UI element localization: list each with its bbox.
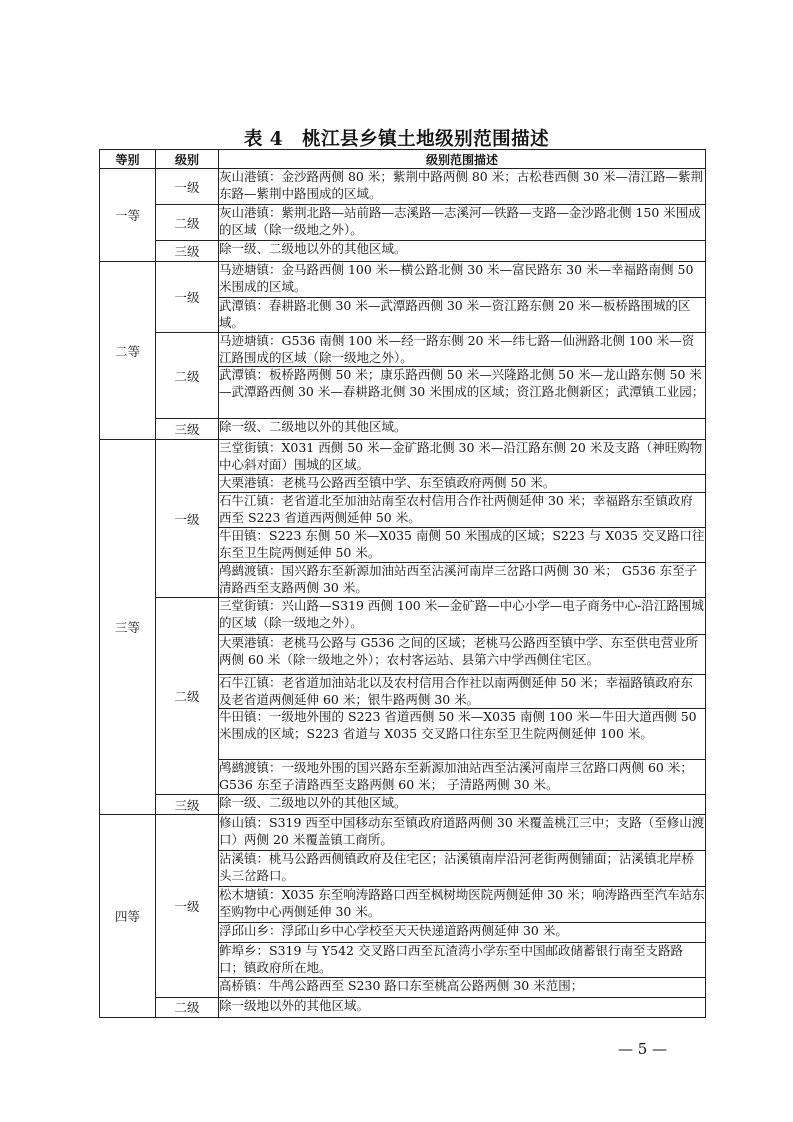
desc-cell: 修山镇：S319 西至中国移动东至镇政府道路两侧 30 米覆盖桃江三中；支路（至修山渡口）两侧 20 米覆盖镇工商所。 [219,815,706,851]
grade-cell: 二等 [100,262,156,440]
table-row [100,795,706,815]
desc-cell: 鸬鹚渡镇：国兴路东至新源加油站西至沾溪河南岸三岔路口两侧 30 米； G536 东至子清路西至支路两侧 30 米。 [219,563,706,598]
grade-cell: 三等 [100,440,156,815]
table-row [100,815,706,851]
grade-cell: 四等 [100,815,156,1017]
level-cell: 三级 [156,795,219,815]
level-cell: 一级 [156,169,219,205]
desc-cell: 鲊埠乡：S319 与 Y542 交叉路口西至瓦渣湾小学东至中国邮政储蓄银行南至支路路口；镇政府所在地。 [219,943,706,977]
page-number: — 5 — [618,1040,668,1058]
desc-cell: 三堂街镇：X031 西侧 50 米—金矿路北侧 30 米—沿江路东侧 20 米及支路（神旺购物中心斜对面）围城的区域。 [219,440,706,475]
desc-cell: 三堂街镇：兴山路—S319 西侧 100 米—金矿路—中心小学—电子商务中心-沿江路围城的区域（除一级地之外）。 [219,598,706,635]
table-row [100,205,706,241]
land-level-table [99,149,706,1018]
header-level: 级别 [156,150,219,169]
desc-cell: 大栗港镇：老桃马公路西至镇中学、东至镇政府两侧 50 米。 [219,475,706,493]
table-row [100,333,706,367]
desc-cell: 牛田镇：一级地外围的 S223 省道西侧 50 米—X035 南侧 100 米—牛田大道西侧 50 米围成的区域；S223 省道与 X035 交叉路口往东至卫生院两侧延伸 100 米。 [219,709,706,760]
desc-cell: 高桥镇：牛鸬公路西至 S230 路口东至桃高公路两侧 30 米范围； [219,977,706,997]
level-cell: 一级 [156,262,219,333]
header-row [100,150,706,169]
desc-cell: 浮邱山乡：浮邱山乡中心学校至天天快递道路两侧延伸 30 米。 [219,923,706,943]
table-row [100,241,706,262]
desc-cell: 武潭镇：春耕路北侧 30 米—武潭路西侧 30 米—资江路东侧 20 米—板桥路围城的区域。 [219,298,706,333]
desc-cell: 松木塘镇：X035 东至响涛路路口西至枫树坳医院两侧延伸 30 米；响涛路西至汽车站东至购物中心两侧延伸 30 米。 [219,887,706,923]
level-cell: 二级 [156,997,219,1017]
level-cell: 三级 [156,241,219,262]
level-cell: 二级 [156,333,219,419]
desc-cell: 武潭镇：板桥路两侧 50 米；康乐路西侧 50 米—兴隆路北侧 50 米—龙山路东侧 50 米—武潭路西侧 30 米—春耕路北侧 30 米围成的区域；资江路北侧新区；武潭镇工业园； [219,367,706,419]
level-cell: 一级 [156,440,219,598]
desc-cell: 除一级、二级地以外的其他区域。 [219,419,706,440]
table-title: 表 4 桃江县乡镇土地级别范围描述 [243,129,550,150]
desc-cell: 灰山港镇：紫荆北路—站前路—志溪路—志溪河—铁路—支路—金沙路北侧 150 米围成的区域（除一级地之外）。 [219,205,706,241]
desc-cell: 除一级地以外的其他区域。 [219,997,706,1017]
table-row [100,598,706,635]
table-row [100,419,706,440]
table-row [100,169,706,205]
desc-cell: 沾溪镇：桃马公路西侧镇政府及住宅区；沾溪镇南岸沿河老街两侧铺面；沾溪镇北岸桥头三岔路口。 [219,851,706,887]
table-row [100,262,706,298]
desc-cell: 石牛江镇：老省道加油站北以及农村信用合作社以南两侧延伸 50 米；幸福路镇政府东及老省道两侧延伸 60 米；银牛路两侧 30 米。 [219,675,706,709]
table-row [100,997,706,1017]
desc-cell: 大栗港镇：老桃马公路与 G536 之间的区域；老桃马公路西至镇中学、东至供电营业所两侧 60 米（除一级地之外）；农村客运站、县第六中学西侧住宅区。 [219,635,706,675]
level-cell: 三级 [156,419,219,440]
desc-cell: 除一级、二级地以外的其他区域。 [219,241,706,262]
desc-cell: 除一级、二级地以外的其他区域。 [219,795,706,815]
desc-cell: 马迹塘镇：G536 南侧 100 米—经一路东侧 20 米—纬七路—仙洲路北侧 100 米—资江路围成的区域（除一级地之外）。 [219,333,706,367]
desc-cell: 石牛江镇：老省道北至加油站南至农村信用合作社两侧延伸 30 米；幸福路东至镇政府西至 S223 省道西两侧延伸 50 米。 [219,493,706,528]
grade-cell: 一等 [100,169,156,262]
desc-cell: 灰山港镇：金沙路两侧 80 米；紫荆中路两侧 80 米；古松巷西侧 30 米—清江路—紫荆东路—紫荆中路围成的区域。 [219,169,706,205]
desc-cell: 马迹塘镇：金马路西侧 100 米—横公路北侧 30 米—富民路东 30 米—幸福路南侧 50 米围成的区域。 [219,262,706,298]
header-grade: 等别 [100,150,156,169]
level-cell: 二级 [156,205,219,241]
desc-cell: 牛田镇：S223 东侧 50 米—X035 南侧 50 米围成的区域；S223 与 X035 交叉路口往东至卫生院两侧延伸 50 米。 [219,528,706,563]
level-cell: 一级 [156,815,219,997]
desc-cell: 鸬鹚渡镇：一级地外围的国兴路东至新源加油站西至沾溪河南岸三岔路口两侧 60 米； G536 东至子清路西至支路两侧 60 米； 子清路两侧 30 米。 [219,760,706,795]
table-row [100,440,706,475]
header-desc: 级别范围描述 [219,150,706,169]
level-cell: 二级 [156,598,219,795]
